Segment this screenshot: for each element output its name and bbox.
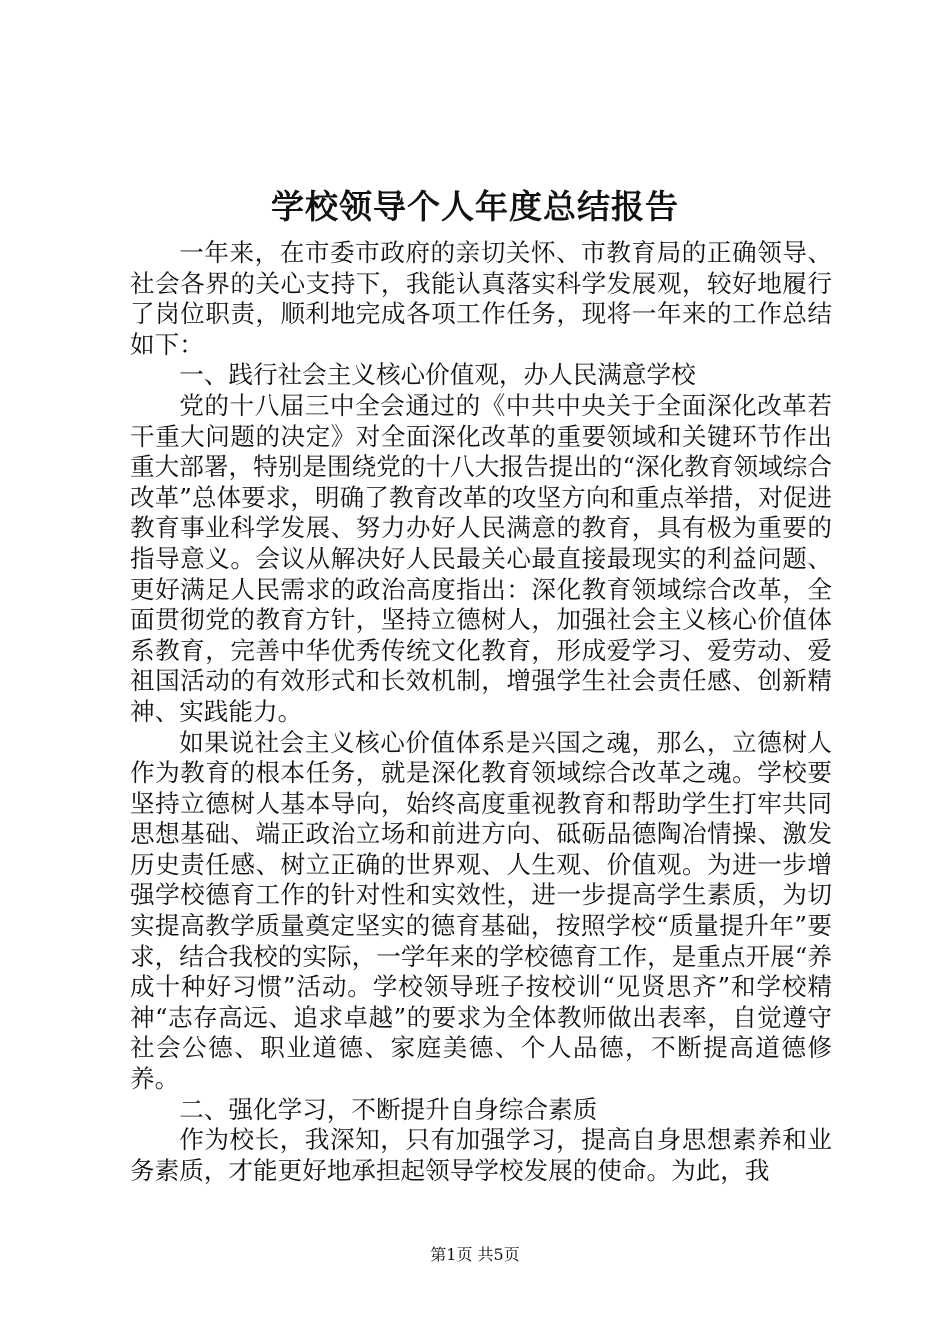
paragraph-reform: 党的十八届三中全会通过的《中共中央关于全面深化改革若干重大问题的决定》对全面深化改革的重要领域和关键环节作出重大部署，特别是围绕党的十八大报告提出的“深化教育领域综合改革”总体要求，明确了教育改革的攻坚方向和重点举措，对促进教育事业科学发展、努力办好人民满意的教育，具有极为重要的指导意义。会议从解决好人民最关心最直接最现实的利益问题、更好满足人民需求的政治高度指出：深化教育领域综合改革，全面贯彻党的教育方针，坚持立德树人，加强社会主义核心价值体系教育，完善中华优秀传统文化教育，形成爱学习、爱劳动、爱祖国活动的有效形式和长效机制，增强学生社会责任感、创新精神、实践能力。 bbox=[130, 390, 832, 726]
paragraph-study: 作为校长，我深知，只有加强学习，提高自身思想素养和业务素质，才能更好地承担起领导学校发展的使命。为此，我 bbox=[130, 1125, 832, 1185]
page-number-footer: 第1页 共5页 bbox=[430, 1245, 520, 1264]
paragraph-intro: 一年来，在市委市政府的亲切关怀、市教育局的正确领导、社会各界的关心支持下，我能认真落实科学发展观，较好地履行了岗位职责，顺利地完成各项工作任务，现将一年来的工作总结如下： bbox=[130, 238, 832, 359]
section-heading-1: 一、践行社会主义核心价值观，办人民满意学校 bbox=[179, 360, 696, 390]
document-body bbox=[130, 238, 832, 1186]
paragraph-moral-education: 如果说社会主义核心价值体系是兴国之魂，那么，立德树人作为教育的根本任务，就是深化教育领域综合改革之魂。学校要坚持立德树人基本导向，始终高度重视教育和帮助学生打牢共同思想基础、端正政治立场和前进方向、砥砺品德陶冶情操、激发历史责任感、树立正确的世界观、人生观、价值观。为进一步增强学校德育工作的针对性和实效性，进一步提高学生素质，为切实提高教学质量奠定坚实的德育基础，按照学校“质量提升年”要求，结合我校的实际，一学年来的学校德育工作，是重点开展“养成十种好习惯”活动。学校领导班子按校训“见贤思齐”和学校精神“志存高远、追求卓越”的要求为全体教师做出表率，自觉遵守社会公德、职业道德、家庭美德、个人品德，不断提高道德修养。 bbox=[130, 727, 832, 1094]
section-heading-2: 二、强化学习，不断提升自身综合素质 bbox=[179, 1094, 598, 1124]
document-title: 学校领导个人年度总结报告 bbox=[271, 187, 679, 226]
